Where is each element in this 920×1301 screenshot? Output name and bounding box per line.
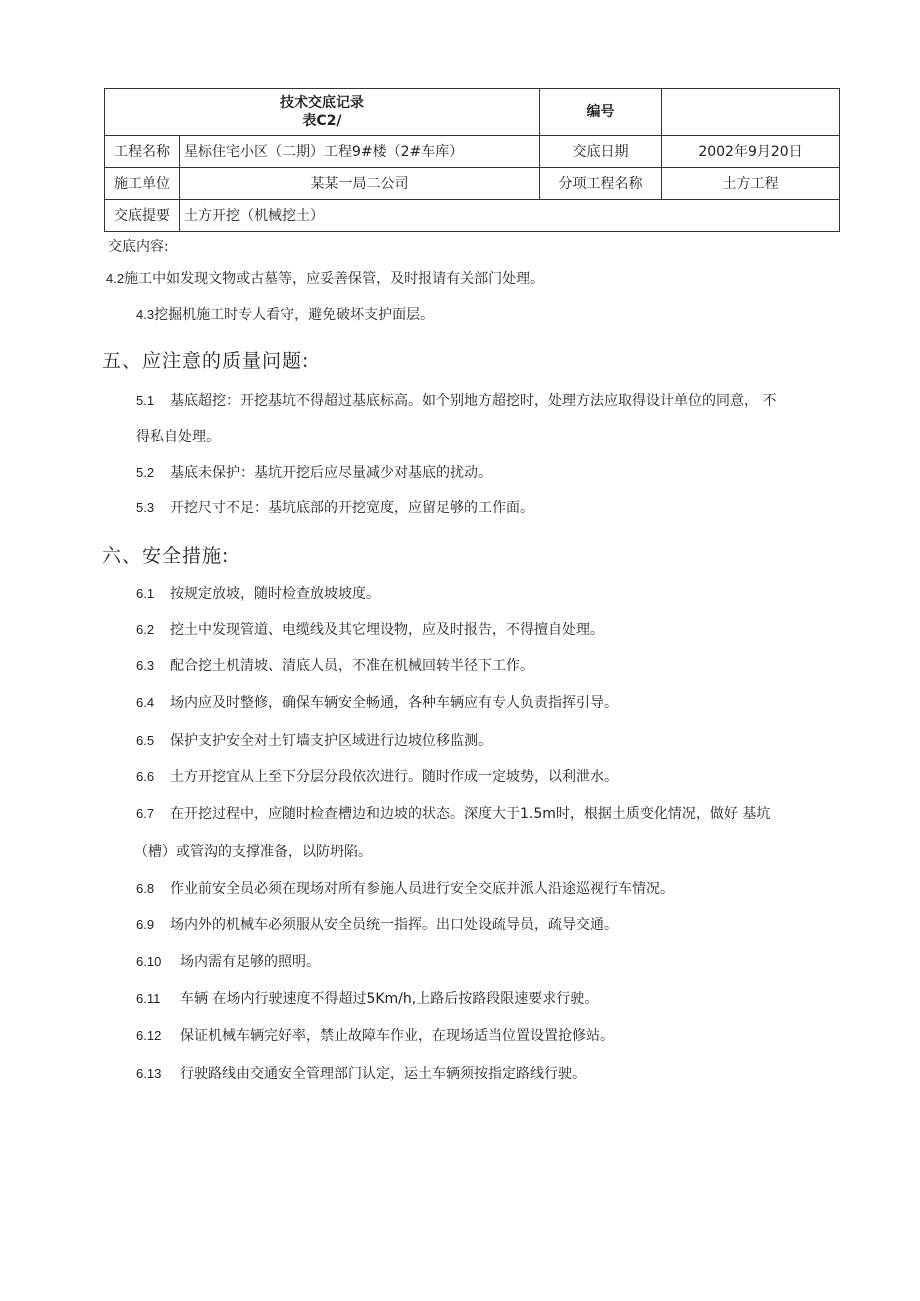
subitem-value: 土方工程: [662, 168, 840, 200]
header-row-unit: [105, 168, 840, 200]
item-number: 6.3: [136, 658, 155, 673]
list-item: [136, 988, 598, 1008]
item-number: 4.2: [106, 271, 125, 286]
list-item: [136, 1025, 614, 1045]
item-number: 6.5: [136, 733, 155, 748]
list-item: [136, 730, 492, 750]
doc-title: 技术交底记录: [280, 95, 364, 111]
section6-title: 六、安全措施:: [102, 545, 230, 567]
header-row-title: [105, 89, 840, 136]
item-text: 在开挖过程中，应随时检查槽边和边坡的状态。深度大于1.5m时，根据土质变化情况，做好 基坑: [170, 806, 771, 822]
project-label: 工程名称: [105, 136, 180, 168]
item-text: 开挖尺寸不足：基坑底部的开挖宽度，应留足够的工作面。: [170, 500, 534, 516]
date-value: 2002年9月20日: [662, 136, 840, 168]
unit-value: 某某一局二公司: [180, 168, 540, 200]
list-item: [136, 1063, 586, 1083]
item-number: 6.7: [136, 806, 155, 821]
item-text: 挖土中发现管道、电缆线及其它埋设物，应及时报告，不得擅自处理。: [170, 622, 604, 638]
list-item: [136, 390, 776, 410]
item-text: 基底超挖：开挖基坑不得超过基底标高。如个别地方超挖时，处理方法应取得设计单位的同意， 不: [170, 393, 777, 409]
item-text: 车辆 在场内行驶速度不得超过5Km/h,上路后按路段限速要求行驶。: [180, 991, 599, 1007]
item-number: 6.6: [136, 769, 155, 784]
unit-label: 施工单位: [105, 168, 180, 200]
content-label: 交底内容:: [108, 239, 169, 255]
header-row-project: [105, 136, 840, 168]
title-cell: [105, 89, 540, 136]
item-number: 6.13: [136, 1066, 162, 1081]
list-item: [136, 619, 604, 639]
item-text: 保护支护安全对土钉墙支护区域进行边坡位移监测。: [170, 733, 492, 749]
item-continuation: （槽）或管沟的支撑准备，以防坍陷。: [134, 844, 372, 860]
section5-title: 五、应注意的质量问题:: [102, 350, 310, 372]
list-item: [136, 497, 534, 517]
item-text: 场内外的机械车必须服从安全员统一指挥。出口处设疏导员，疏导交通。: [170, 917, 618, 933]
item-text: 基底未保护：基坑开挖后应尽量减少对基底的扰动。: [170, 465, 492, 481]
list-item: [136, 655, 534, 675]
list-item: [136, 878, 674, 898]
item-text: 行驶路线由交通安全管理部门认定，运土车辆须按指定路线行驶。: [180, 1066, 586, 1082]
list-item: [136, 692, 618, 712]
item-text: 土方开挖宜从上至下分层分段依次进行。随时作成一定坡势，以利泄水。: [170, 769, 618, 785]
item-continuation: 得私自处理。: [136, 429, 220, 445]
number-label: 编号: [540, 89, 662, 136]
intro-item: [106, 268, 544, 288]
form-code: 表C2/: [302, 113, 342, 129]
item-text: 场内应及时整修，确保车辆安全畅通，各种车辆应有专人负责指挥引导。: [170, 695, 618, 711]
item-number: 5.3: [136, 500, 155, 515]
item-number: 5.1: [136, 393, 155, 408]
date-label: 交底日期: [540, 136, 662, 168]
list-item: [136, 914, 618, 934]
item-text: 按规定放坡，随时检查放坡坡度。: [170, 586, 380, 602]
item-text: 保证机械车辆完好率，禁止故障车作业，在现场适当位置设置抢修站。: [180, 1028, 614, 1044]
list-item: [136, 462, 492, 482]
item-text: 配合挖土机清坡、清底人员，不准在机械回转半径下工作。: [170, 658, 534, 674]
item-text: 挖掘机施工时专人看守，避免破坏支护面层。: [154, 307, 435, 323]
header-row-summary: [105, 200, 840, 232]
summary-value: 土方开挖（机械挖土）: [180, 200, 840, 232]
item-number: 6.9: [136, 917, 155, 932]
item-number: 6.4: [136, 695, 155, 710]
item-number: 6.2: [136, 622, 155, 637]
item-text: 场内需有足够的照明。: [180, 954, 320, 970]
item-number: 6.11: [136, 991, 161, 1006]
item-number: 5.2: [136, 465, 155, 480]
item-number: 4.3: [136, 307, 155, 322]
item-number: 6.10: [136, 954, 162, 969]
header-table: [104, 88, 840, 232]
item-number: 6.12: [136, 1028, 162, 1043]
list-item: [136, 766, 618, 786]
list-item: [136, 583, 380, 603]
project-value: 星标住宅小区（二期）工程9#楼（2#车库）: [180, 136, 540, 168]
intro-item: [136, 304, 434, 324]
item-number: 6.8: [136, 881, 155, 896]
item-text: 作业前安全员必须在现场对所有参施人员进行安全交底并派人沿途巡视行车情况。: [170, 881, 674, 897]
summary-label: 交底提要: [105, 200, 180, 232]
subitem-label: 分项工程名称: [540, 168, 662, 200]
number-value: [662, 89, 840, 136]
item-text: 施工中如发现文物或古墓等，应妥善保管，及时报请有关部门处理。: [124, 271, 545, 287]
item-number: 6.1: [136, 586, 155, 601]
list-item: [136, 951, 320, 971]
list-item: [136, 803, 770, 823]
